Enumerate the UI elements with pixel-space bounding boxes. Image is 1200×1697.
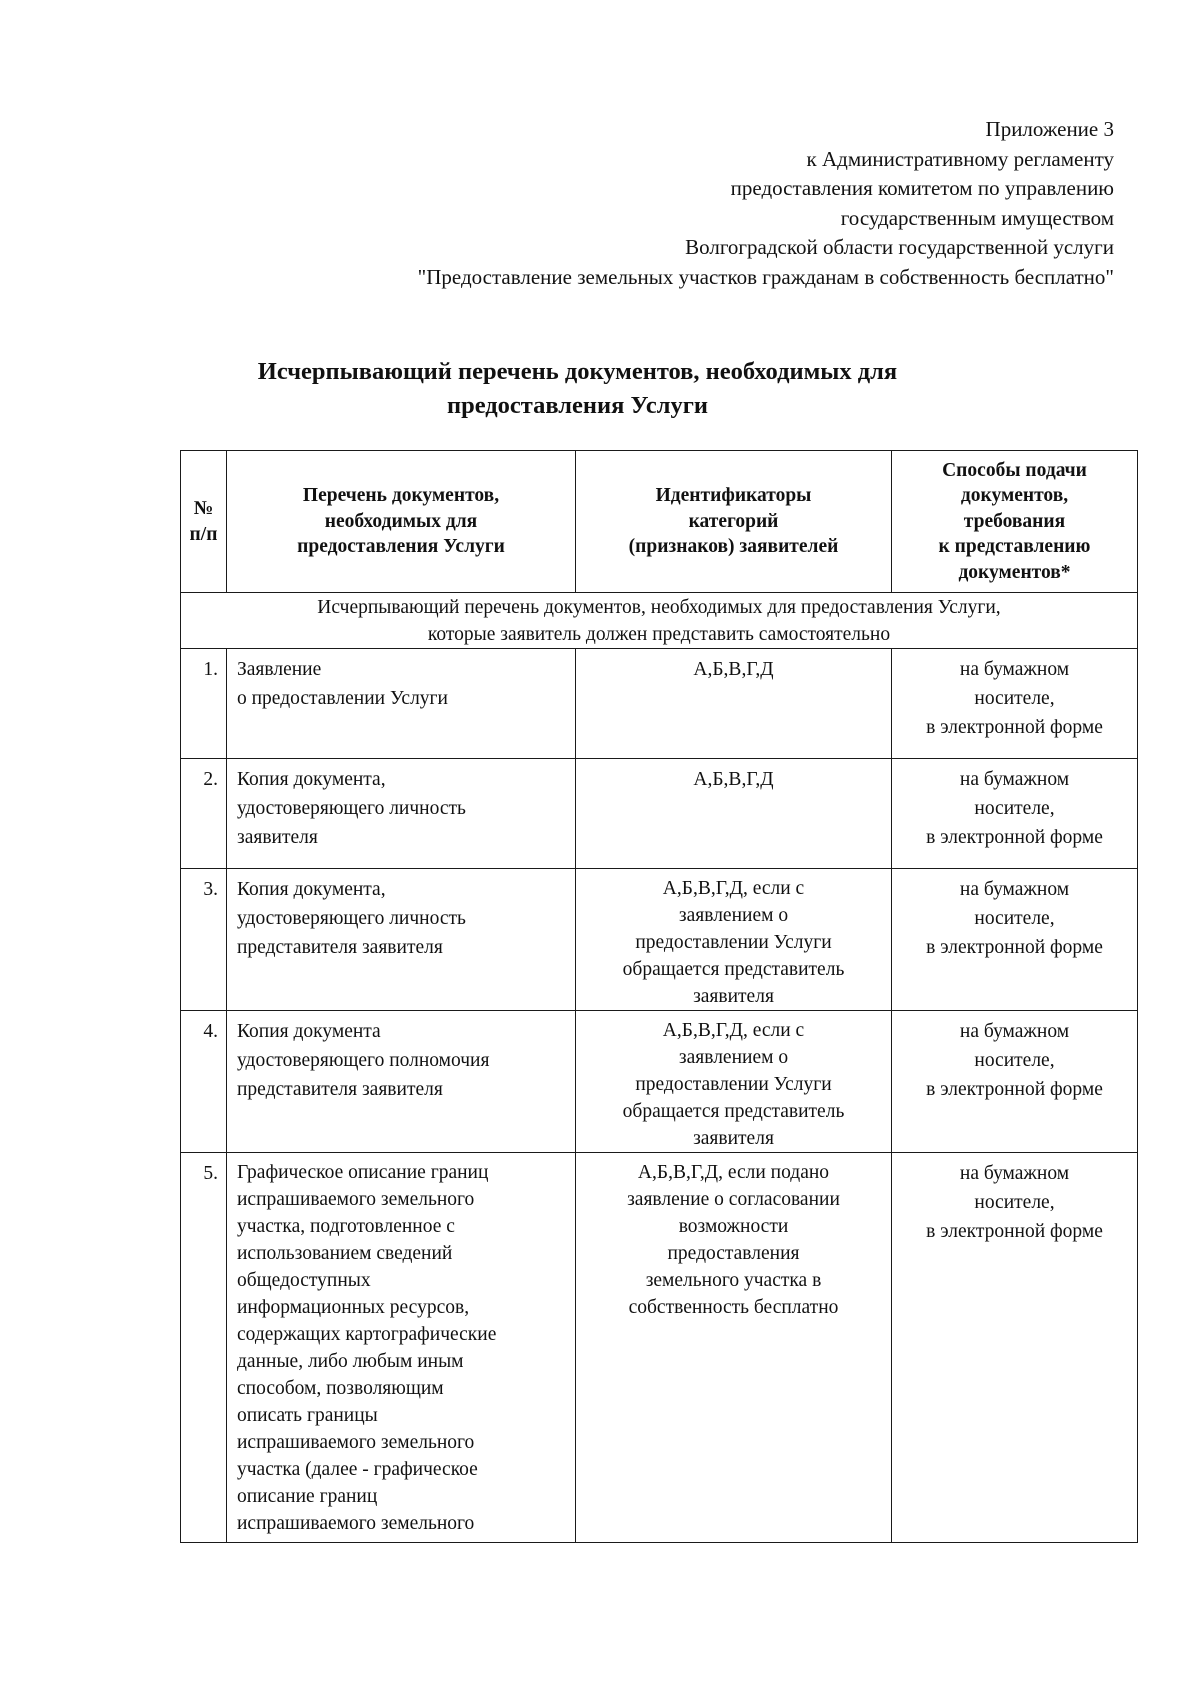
row-identifiers: А,Б,В,Г,Д, если с заявлением о предоставлении Услуги обращается представитель заявителя bbox=[576, 869, 892, 1011]
appendix-header-line: Волгоградской области государственной услуги bbox=[685, 235, 1114, 259]
row-document: Графическое описание границ испрашиваемого земельного участка, подготовленное с использованием сведений общедоступных информационных ресурсов, содержащих картографические данные, либо любым иным способом, позволяющим описать границы испрашиваемого земельного участка (далее - графическое описание границ испрашиваемого земельного bbox=[227, 1153, 576, 1543]
row-number: 3. bbox=[181, 869, 227, 1011]
row-identifiers: А,Б,В,Г,Д bbox=[576, 649, 892, 759]
row-document: Копия документа удостоверяющего полномочия представителя заявителя bbox=[227, 1011, 576, 1153]
row-number: 4. bbox=[181, 1011, 227, 1153]
row-document: Копия документа, удостоверяющего личность представителя заявителя bbox=[227, 869, 576, 1011]
row-submission-method: на бумажном носителе, в электронной форме bbox=[892, 1153, 1138, 1543]
row-submission-method: на бумажном носителе, в электронной форме bbox=[892, 759, 1138, 869]
table-section-row bbox=[181, 593, 1138, 649]
appendix-header-line: "Предоставление земельных участков гражданам в собственность бесплатно" bbox=[417, 264, 1114, 289]
table-header-row bbox=[181, 451, 1138, 593]
row-number: 5. bbox=[181, 1153, 227, 1543]
table-row bbox=[181, 649, 1138, 759]
row-number: 2. bbox=[181, 759, 227, 869]
documents-table bbox=[180, 450, 1138, 1543]
row-document: Заявление о предоставлении Услуги bbox=[227, 649, 576, 759]
appendix-header-line: к Административному регламенту bbox=[806, 146, 1114, 171]
section-caption: Исчерпывающий перечень документов, необходимых для предоставления Услуги, которые заявитель должен представить самостоятельно bbox=[181, 593, 1138, 649]
row-document: Копия документа, удостоверяющего личность заявителя bbox=[227, 759, 576, 869]
header-documents: Перечень документов, необходимых для предоставления Услуги bbox=[227, 451, 576, 593]
table-row bbox=[181, 1153, 1138, 1543]
appendix-header-line: Приложение 3 bbox=[985, 117, 1114, 141]
appendix-header-line: предоставления комитетом по управлению bbox=[730, 176, 1114, 200]
row-submission-method: на бумажном носителе, в электронной форме bbox=[892, 649, 1138, 759]
row-identifiers: А,Б,В,Г,Д, если с заявлением о предоставлении Услуги обращается представитель заявителя bbox=[576, 1011, 892, 1153]
document-title-line: предоставления Услуги bbox=[447, 392, 708, 419]
appendix-header bbox=[418, 115, 1114, 292]
header-number: № п/п bbox=[181, 451, 227, 593]
header-identifiers: Идентификаторы категорий (признаков) заявителей bbox=[576, 451, 892, 593]
table-row bbox=[181, 869, 1138, 1011]
table-row bbox=[181, 1011, 1138, 1153]
appendix-header-line: государственным имуществом bbox=[840, 205, 1114, 230]
document-title-line: Исчерпывающий перечень документов, необходимых для bbox=[257, 358, 898, 385]
document-title bbox=[150, 355, 1005, 423]
row-identifiers: А,Б,В,Г,Д bbox=[576, 759, 892, 869]
row-submission-method: на бумажном носителе, в электронной форме bbox=[892, 1011, 1138, 1153]
row-identifiers: А,Б,В,Г,Д, если подано заявление о согласовании возможности предоставления земельного участка в собственность бесплатно bbox=[576, 1153, 892, 1543]
header-submission-methods: Способы подачи документов, требования к представлению документов* bbox=[892, 451, 1138, 593]
table-row bbox=[181, 759, 1138, 869]
row-submission-method: на бумажном носителе, в электронной форме bbox=[892, 869, 1138, 1011]
row-number: 1. bbox=[181, 649, 227, 759]
